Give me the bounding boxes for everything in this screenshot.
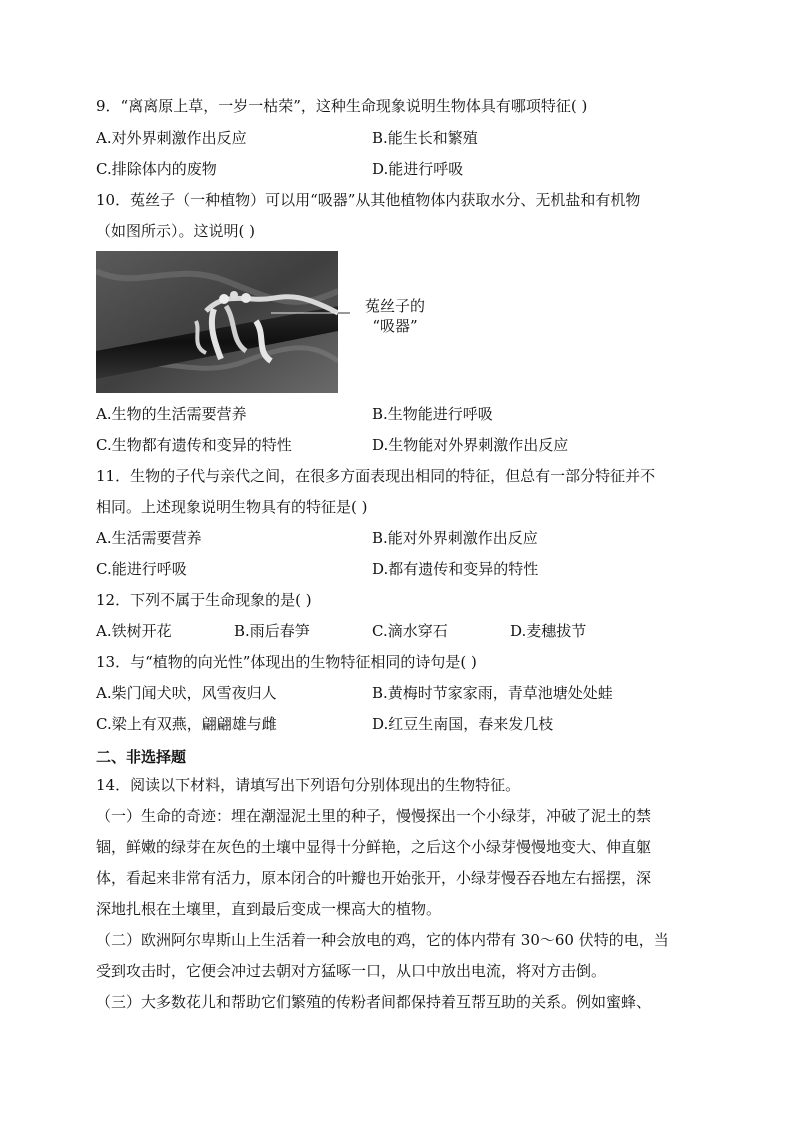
- passage-1-line-1: （一）生命的奇迹：埋在潮湿泥土里的种子，慢慢探出一个小绿芽，冲破了泥土的禁: [96, 807, 652, 825]
- question-10-option-b: B.生物能进行呼吸: [372, 405, 493, 423]
- question-12-option-b: B.雨后春笋: [234, 622, 310, 640]
- question-13-option-c: C.梁上有双燕，翩翩雄与雌: [96, 715, 277, 733]
- question-11-option-c: C.能进行呼吸: [96, 560, 187, 578]
- figure-callout-line: [338, 312, 350, 314]
- question-13-option-d: D.红豆生南国，春来发几枝: [372, 715, 554, 733]
- question-10-stem-line-1: 10．菟丝子（一种植物）可以用“吸器”从其他植物体内获取水分、无机盐和有机物: [96, 191, 641, 209]
- question-9-stem: 9．“离离原上草，一岁一枯荣”，这种生命现象说明生物体具有哪项特征( ): [96, 97, 588, 115]
- passage-1-line-4: 深地扎根在土壤里，直到最后变成一棵高大的植物。: [96, 900, 442, 918]
- passage-3-line-1: （三）大多数花儿和帮助它们繁殖的传粉者间都保持着互帮互助的关系。例如蜜蜂、: [96, 993, 652, 1011]
- section-title: 二、非选择题: [96, 748, 187, 766]
- question-12-option-c: C.滴水穿石: [372, 622, 448, 640]
- question-10-option-a: A.生物的生活需要营养: [96, 405, 247, 423]
- passage-1-line-2: 锢，鲜嫩的绿芽在灰色的土壤中显得十分鲜艳，之后这个小绿芽慢慢地变大、伸直躯: [96, 838, 652, 856]
- question-12-option-a: A.铁树开花: [96, 622, 172, 640]
- question-10-stem-line-2: （如图所示）。这说明( ): [96, 222, 255, 240]
- question-10-option-c: C.生物都有遗传和变异的特性: [96, 436, 292, 454]
- question-10-option-d: D.生物能对外界刺激作出反应: [372, 436, 569, 454]
- dodder-haustorium-photo: [96, 251, 338, 393]
- question-14-stem: 14．阅读以下材料，请填写出下列语句分别体现出的生物特征。: [96, 776, 521, 794]
- question-11-option-a: A.生活需要营养: [96, 529, 202, 547]
- question-11-option-b: B.能对外界刺激作出反应: [372, 529, 538, 547]
- question-9-option-d: D.能进行呼吸: [372, 160, 464, 178]
- passage-1-line-3: 体，看起来非常有活力，原本闭合的叶瓣也开始张开，小绿芽慢吞吞地左右摇摆，深: [96, 869, 652, 887]
- figure-callout-label-line-2: “吸器”: [372, 317, 418, 335]
- question-9-option-a: A.对外界刺激作出反应: [96, 129, 247, 147]
- figure-callout-label-line-1: 菟丝子的: [364, 297, 425, 315]
- passage-2-line-1: （二）欧洲阿尔卑斯山上生活着一种会放电的鸡，它的体内带有 30～60 伏特的电，当: [96, 931, 669, 949]
- question-12-stem: 12．下列不属于生命现象的是( ): [96, 591, 312, 609]
- question-13-option-a: A.柴门闻犬吠，风雪夜归人: [96, 684, 277, 702]
- question-13-option-b: B.黄梅时节家家雨，青草池塘处处蛙: [372, 684, 613, 702]
- figure-callout-label: [352, 296, 438, 336]
- question-9-option-b: B.能生长和繁殖: [372, 129, 478, 147]
- question-11-stem-line-2: 相同。上述现象说明生物具有的特征是( ): [96, 498, 368, 516]
- question-13-stem: 13．与“植物的向光性”体现出的生物特征相同的诗句是( ): [96, 653, 477, 671]
- question-11-stem-line-1: 11．生物的子代与亲代之间，在很多方面表现出相同的特征，但总有一部分特征并不: [96, 467, 656, 485]
- passage-2-line-2: 受到攻击时，它便会冲过去朝对方猛啄一口，从口中放出电流，将对方击倒。: [96, 962, 607, 980]
- question-11-option-d: D.都有遗传和变异的特性: [372, 560, 539, 578]
- question-12-option-d: D.麦穗拔节: [510, 622, 587, 640]
- question-9-option-c: C.排除体内的废物: [96, 160, 217, 178]
